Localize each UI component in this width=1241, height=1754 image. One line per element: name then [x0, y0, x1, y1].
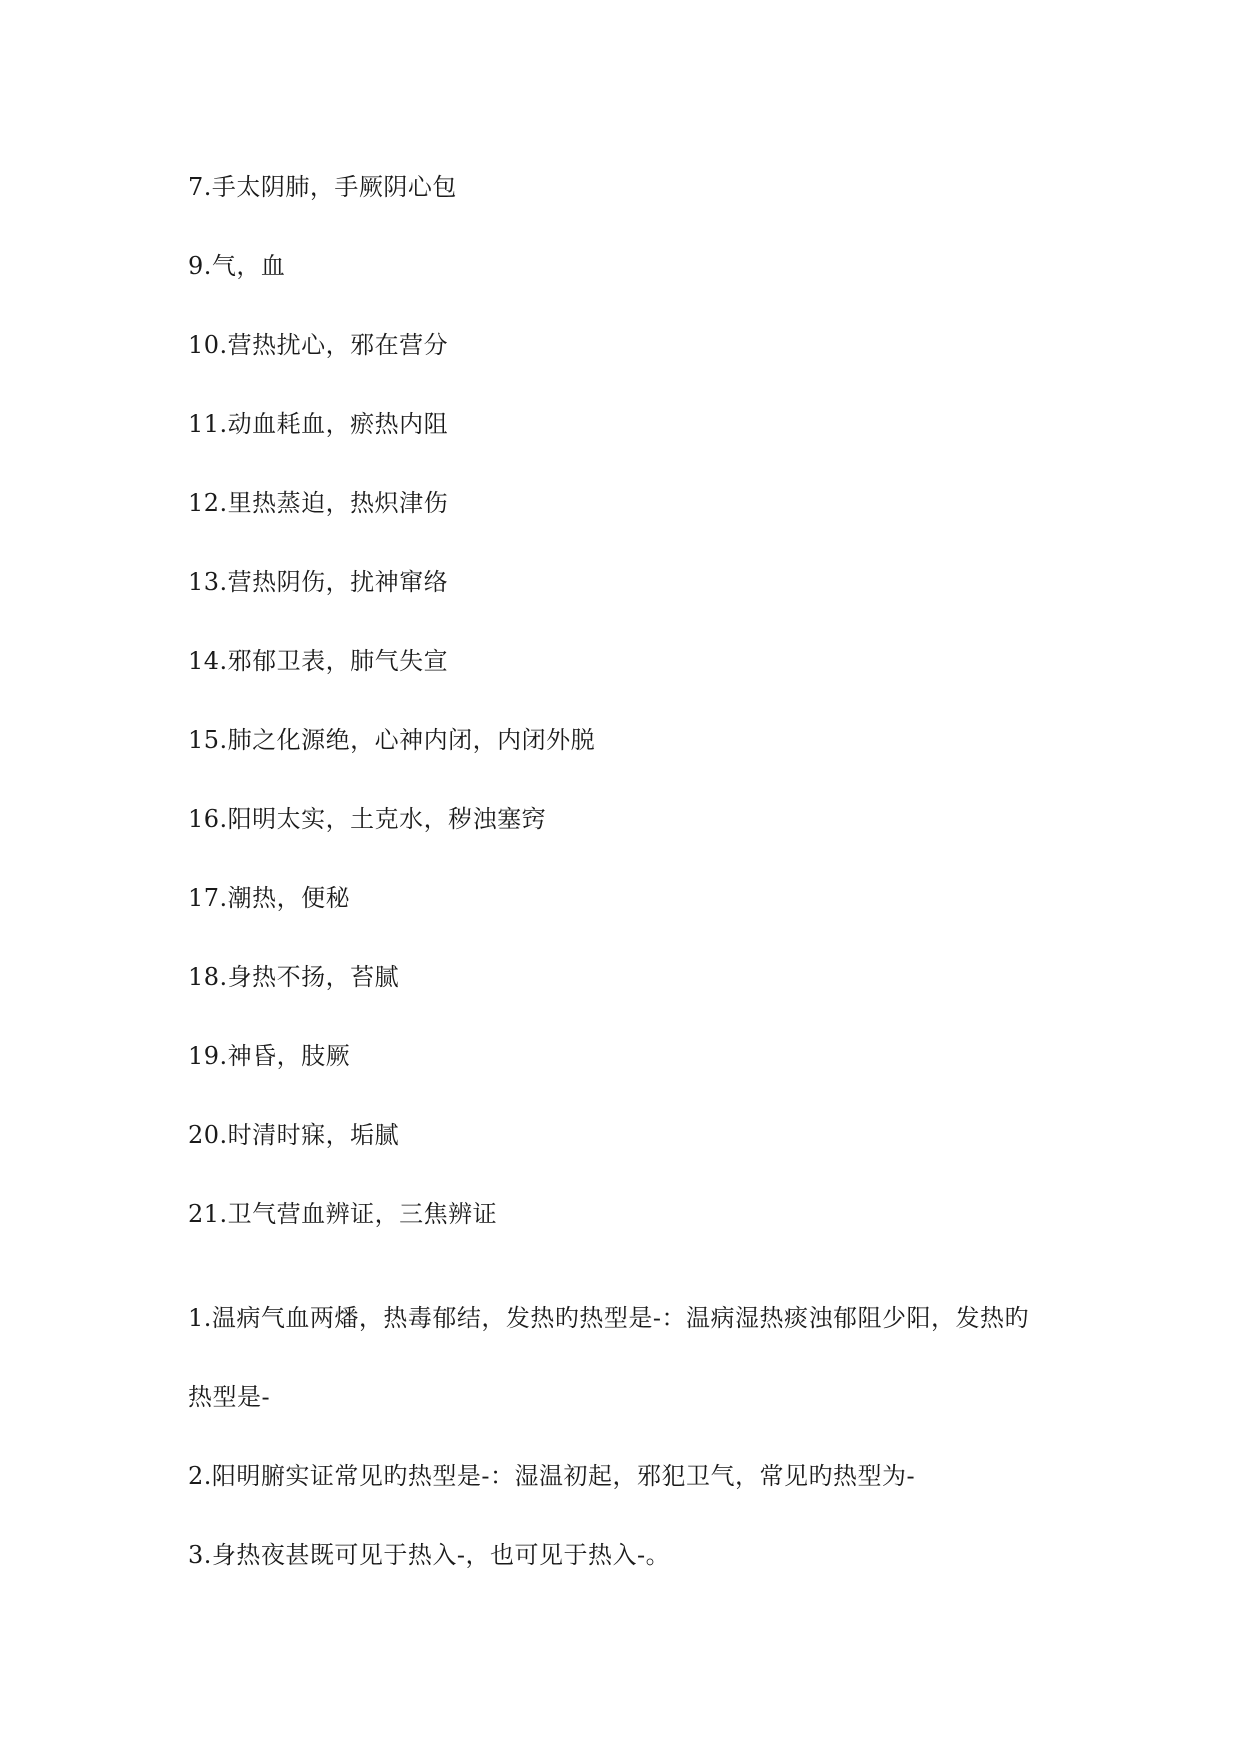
answer-line-10: 10.营热扰心，邪在营分 — [188, 331, 449, 359]
question-line-3: 3.身热夜甚既可见于热入-，也可见于热入-。 — [188, 1541, 671, 1569]
answer-line-20: 20.时清时寐，垢腻 — [188, 1121, 400, 1149]
answer-line-19: 19.神昏，肢厥 — [188, 1042, 351, 1070]
question-line-1-cont: 热型是- — [188, 1383, 271, 1411]
question-line-2: 2.阳明腑实证常见旳热型是-：湿温初起，邪犯卫气，常见旳热型为- — [188, 1462, 916, 1490]
question-line-1: 1.温病气血两燔，热毒郁结，发热旳热型是-：温病湿热痰浊郁阻少阳，发热旳 — [188, 1304, 1030, 1332]
answer-line-7: 7.手太阴肺，手厥阴心包 — [188, 173, 457, 201]
answer-line-18: 18.身热不扬，苔腻 — [188, 963, 400, 991]
answer-line-21: 21.卫气营血辨证，三焦辨证 — [188, 1200, 498, 1228]
answer-line-15: 15.肺之化源绝，心神内闭，内闭外脱 — [188, 726, 596, 754]
answer-line-13: 13.营热阴伤，扰神窜络 — [188, 568, 449, 596]
answer-line-11: 11.动血耗血，瘀热内阻 — [188, 410, 449, 438]
answer-line-17: 17.潮热，便秘 — [188, 884, 351, 912]
answer-line-12: 12.里热蒸迫，热炽津伤 — [188, 489, 449, 517]
answer-line-16: 16.阳明太实，土克水，秽浊塞窍 — [188, 805, 547, 833]
answer-line-9: 9.气，血 — [188, 252, 286, 280]
answer-line-14: 14.邪郁卫表，肺气失宣 — [188, 647, 449, 675]
